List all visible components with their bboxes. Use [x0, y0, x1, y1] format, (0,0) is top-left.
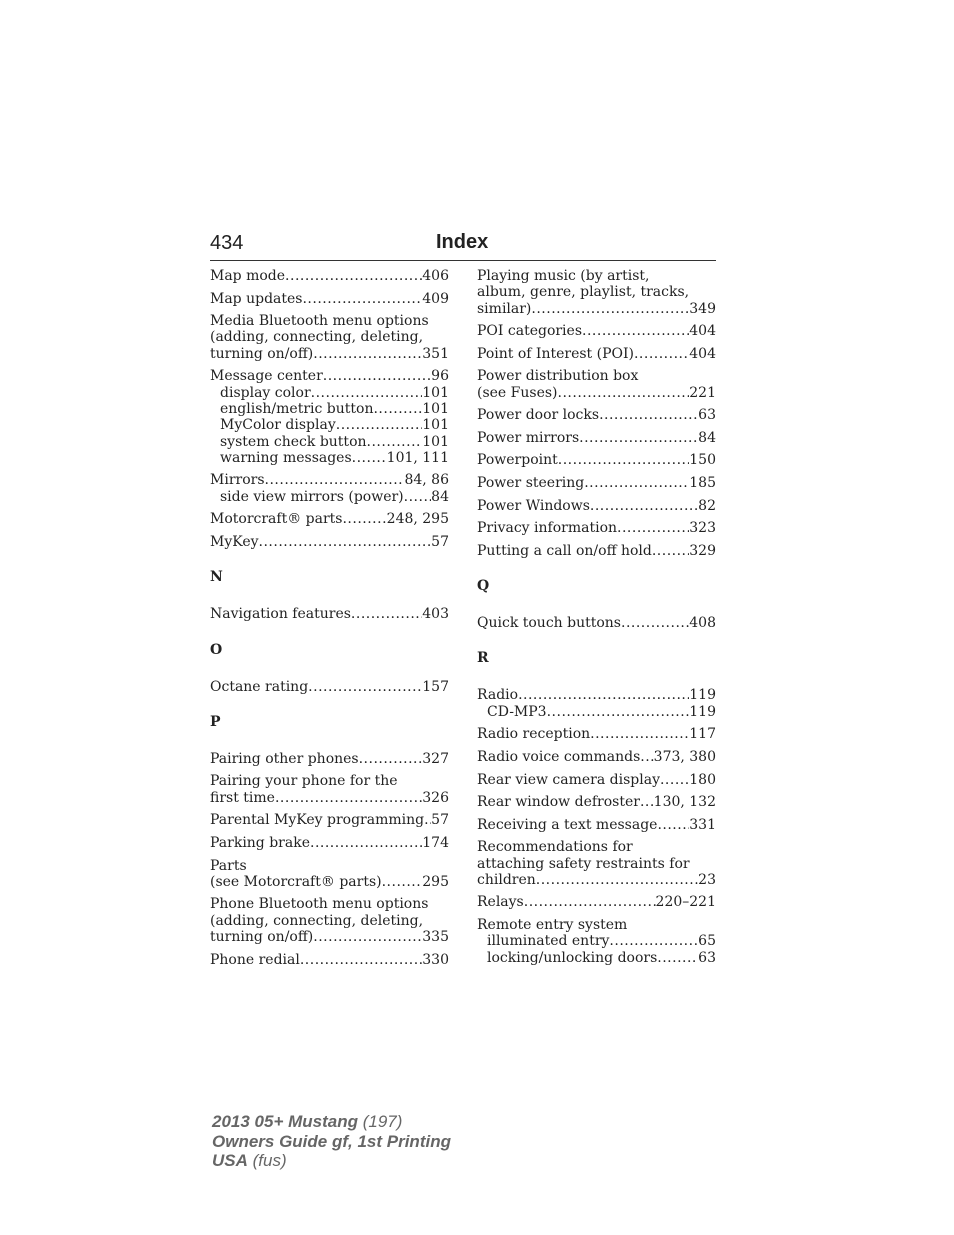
index-entry: [210, 773, 449, 806]
entry-text: Power Windows: [477, 497, 590, 514]
page-reference: 101: [422, 384, 449, 401]
page-reference: 326: [422, 789, 449, 806]
footer: [212, 1112, 451, 1171]
dot-leader: [599, 407, 698, 423]
index-entry: [477, 794, 716, 810]
entry-text: Message center: [210, 368, 323, 385]
index-entry: [477, 498, 716, 514]
index-entry: [210, 368, 449, 466]
entry-text: (adding, connecting, deleting,: [210, 329, 424, 346]
page-reference: 220–221: [655, 894, 716, 911]
index-entry-line: [210, 268, 449, 284]
index-subentry-line: [210, 450, 449, 466]
section-letter: P: [210, 713, 221, 730]
index-entry: [210, 606, 449, 622]
entry-text: system check button: [220, 433, 367, 450]
index-entry: [477, 749, 716, 765]
entry-text: Power door locks: [477, 407, 600, 424]
index-entry-line: [210, 812, 449, 828]
index-entry: [210, 858, 449, 891]
index-entry: [477, 839, 716, 888]
dot-leader: [351, 606, 422, 622]
entry-text: Point of Interest (POI): [477, 345, 634, 362]
page-number: 434: [210, 232, 244, 254]
index-entry: [210, 751, 449, 767]
dot-leader: [590, 726, 689, 742]
index-subentry-line: [477, 933, 716, 949]
entry-text: Quick touch buttons: [477, 615, 621, 632]
dot-leader: [657, 950, 698, 966]
page-reference: 23: [698, 871, 716, 888]
index-entry-line: [477, 749, 716, 765]
page-reference: 221: [689, 384, 716, 401]
entry-text: Power mirrors: [477, 429, 580, 446]
dot-leader: [579, 430, 698, 446]
entry-text: Phone Bluetooth menu options: [210, 896, 429, 913]
page-reference: 101: [422, 417, 449, 434]
section-letter: O: [210, 641, 223, 658]
index-entry-line: [210, 679, 449, 695]
index-entry-line: [210, 751, 449, 767]
entry-text: illuminated entry: [487, 933, 610, 950]
dot-leader: [609, 933, 698, 949]
index-entry-line: [477, 323, 716, 339]
entry-text: Privacy information: [477, 520, 618, 537]
index-entry-line: [210, 511, 449, 527]
index-entry: [477, 687, 716, 720]
dot-leader: [660, 772, 689, 788]
entry-text: children: [477, 871, 536, 888]
entry-text: Pairing other phones: [210, 750, 359, 767]
section-letter: R: [477, 650, 489, 667]
index-entry-line: [477, 520, 716, 536]
page-reference: 101: [422, 433, 449, 450]
index-entry-line: [477, 894, 716, 910]
index-entry-line: [477, 772, 716, 788]
page-reference: 130, 132: [653, 794, 716, 811]
dot-leader: [336, 417, 423, 433]
dot-leader: [582, 323, 689, 339]
index-entry-line: [477, 430, 716, 446]
page-reference: 157: [422, 678, 449, 695]
entry-text: Putting a call on/off hold: [477, 542, 652, 559]
entry-text: (see Motorcraft® parts): [210, 873, 382, 890]
footer-line-3: USA (fus): [212, 1151, 287, 1170]
entry-text: Rear window defroster: [477, 794, 640, 811]
index-entry-line: [477, 475, 716, 491]
index-entry-line: [477, 687, 716, 703]
page-reference: 57: [431, 533, 449, 550]
index-entry-line: [210, 913, 449, 929]
page-reference: 349: [689, 300, 716, 317]
page-reference: 331: [689, 816, 716, 833]
index-entry: [477, 430, 716, 446]
index-entry: [477, 543, 716, 559]
page-reference: 84: [698, 429, 716, 446]
index-entry: [477, 475, 716, 491]
index-entry-line: [477, 917, 716, 933]
index-entry: [477, 346, 716, 362]
entry-text: Media Bluetooth menu options: [210, 313, 429, 330]
entry-text: Mirrors: [210, 472, 265, 489]
dot-leader: [313, 346, 422, 362]
entry-text: Pairing your phone for the: [210, 773, 398, 790]
index-entry: [210, 313, 449, 362]
index-entry: [477, 615, 716, 631]
dot-leader: [536, 872, 698, 888]
entry-text: side view mirrors (power): [220, 488, 404, 505]
index-entry: [210, 896, 449, 945]
index-subentry-line: [210, 434, 449, 450]
dot-leader: [275, 790, 422, 806]
page-reference: 404: [689, 345, 716, 362]
index-entry-line: [210, 773, 449, 789]
index-entry-line: [477, 726, 716, 742]
dot-leader: [547, 704, 690, 720]
entry-text: POI categories: [477, 323, 583, 340]
page-reference: 409: [422, 290, 449, 307]
entry-text: Power distribution box: [477, 368, 639, 385]
page-reference: 295: [422, 873, 449, 890]
page-reference: 327: [422, 750, 449, 767]
entry-text: CD-MP3: [487, 703, 547, 720]
index-entry-line: [477, 452, 716, 468]
dot-leader: [404, 489, 432, 505]
footer-line-2: Owners Guide gf, 1st Printing: [212, 1131, 451, 1151]
index-entry-line: [477, 385, 716, 401]
page-reference: 335: [422, 928, 449, 945]
dot-leader: [652, 543, 689, 559]
index-entry: [477, 268, 716, 317]
page-reference: 329: [689, 542, 716, 559]
page-reference: 96: [431, 368, 449, 385]
dot-leader: [621, 615, 689, 631]
index-entry-line: [477, 615, 716, 631]
entry-text: Recommendations for: [477, 839, 633, 856]
entry-text: Parking brake: [210, 834, 310, 851]
dot-leader: [524, 894, 656, 910]
index-entry: [477, 323, 716, 339]
entry-text: display color: [220, 384, 311, 401]
entry-text: Relays: [477, 894, 524, 911]
entry-text: MyColor display: [220, 417, 336, 434]
index-entry: [210, 812, 449, 828]
section-letter: N: [210, 569, 223, 586]
entry-text: Radio reception: [477, 726, 591, 743]
index-entry-line: [477, 301, 716, 317]
dot-leader: [308, 679, 422, 695]
index-entry: [477, 520, 716, 536]
entry-text: Radio voice commands: [477, 748, 641, 765]
page-reference: 185: [689, 475, 716, 492]
index-column-left: [210, 268, 449, 974]
entry-text: Remote entry system: [477, 917, 628, 934]
page-reference: 403: [422, 606, 449, 623]
index-entry-line: [210, 835, 449, 851]
page-title: Index: [436, 231, 489, 253]
dot-leader: [531, 301, 689, 317]
page-reference: 117: [689, 726, 716, 743]
dot-leader: [634, 346, 689, 362]
entry-text: turning on/off): [210, 345, 314, 362]
page-reference: 408: [689, 615, 716, 632]
dot-leader: [558, 385, 690, 401]
index-entry: [210, 472, 449, 505]
index-subentry-line: [477, 704, 716, 720]
index-entry: [210, 291, 449, 307]
index-entry-line: [210, 313, 449, 329]
dot-leader: [584, 475, 689, 491]
entry-text: Rear view camera display: [477, 771, 660, 788]
page-reference: 101, 111: [386, 449, 449, 466]
dot-leader: [313, 929, 422, 945]
dot-leader: [518, 687, 689, 703]
index-entry: [477, 726, 716, 742]
index-entry-line: [210, 606, 449, 622]
index-entry: [477, 368, 716, 401]
index-entry-line: [477, 346, 716, 362]
dot-leader: [359, 751, 423, 767]
page-reference: 119: [689, 687, 716, 704]
entry-text: locking/unlocking doors: [487, 949, 658, 966]
index-entry: [210, 679, 449, 695]
index-entry: [477, 407, 716, 423]
index-entry-line: [210, 368, 449, 384]
entry-text: Octane rating: [210, 678, 309, 695]
entry-text: Parental MyKey programming: [210, 812, 425, 829]
entry-text: english/metric button: [220, 400, 374, 417]
entry-text: Powerpoint: [477, 452, 558, 469]
page-reference: 248, 295: [386, 511, 449, 528]
page-reference: 150: [689, 452, 716, 469]
entry-text: Parts: [210, 857, 247, 874]
index-subentry-line: [210, 489, 449, 505]
index-entry-line: [477, 368, 716, 384]
index-entry-line: [477, 284, 716, 300]
page-reference: 404: [689, 323, 716, 340]
index-entry-line: [210, 896, 449, 912]
entry-text: turning on/off): [210, 928, 314, 945]
dot-leader: [424, 812, 431, 828]
page-header: [210, 230, 716, 261]
entry-text: first time: [210, 789, 275, 806]
dot-leader: [311, 385, 423, 401]
index-entry: [477, 452, 716, 468]
page-reference: 65: [698, 933, 716, 950]
dot-leader: [367, 434, 423, 450]
index-entry-line: [477, 817, 716, 833]
dot-leader: [259, 534, 432, 550]
dot-leader: [558, 452, 690, 468]
dot-leader: [640, 749, 653, 765]
page-reference: 180: [689, 771, 716, 788]
page-reference: 63: [698, 949, 716, 966]
index-entry-line: [477, 407, 716, 423]
dot-leader: [617, 520, 689, 536]
index-entry: [477, 772, 716, 788]
entry-text: Radio: [477, 687, 519, 704]
dot-leader: [310, 835, 422, 851]
dot-leader: [265, 472, 405, 488]
index-entry: [477, 817, 716, 833]
dot-leader: [342, 511, 386, 527]
dot-leader: [382, 874, 423, 890]
entry-text: Navigation features: [210, 606, 351, 623]
index-entry-line: [210, 346, 449, 362]
index-entry-line: [210, 472, 449, 488]
page-reference: 323: [689, 520, 716, 537]
index-entry-line: [477, 839, 716, 855]
index-entry-line: [477, 794, 716, 810]
index-subentry-line: [210, 385, 449, 401]
index-entry: [477, 894, 716, 910]
entry-text: Receiving a text message: [477, 816, 658, 833]
page-reference: 373, 380: [653, 748, 716, 765]
index-entry-line: [210, 790, 449, 806]
index-entry-line: [477, 856, 716, 872]
dot-leader: [323, 368, 431, 384]
entry-text: Playing music (by artist,: [477, 268, 650, 284]
dot-leader: [352, 450, 387, 466]
index-entry: [210, 511, 449, 527]
page-reference: 406: [422, 268, 449, 284]
page-reference: 84, 86: [404, 472, 449, 489]
dot-leader: [657, 817, 689, 833]
page-reference: 57: [431, 812, 449, 829]
entry-text: similar): [477, 300, 532, 317]
dot-leader: [302, 291, 422, 307]
page-reference: 82: [698, 497, 716, 514]
page-reference: 63: [698, 407, 716, 424]
index-entry-line: [210, 858, 449, 874]
index-entry-line: [210, 874, 449, 890]
dot-leader: [300, 952, 422, 968]
index-entry-line: [477, 543, 716, 559]
footer-line-1: 2013 05+ Mustang (197): [212, 1112, 403, 1131]
index-entry-line: [477, 498, 716, 514]
page-reference: 101: [422, 400, 449, 417]
dot-leader: [285, 268, 422, 284]
index-entry: [210, 835, 449, 851]
entry-text: (see Fuses): [477, 384, 558, 401]
entry-text: album, genre, playlist, tracks,: [477, 284, 690, 301]
entry-text: (adding, connecting, deleting,: [210, 912, 424, 929]
dot-leader: [373, 401, 422, 417]
index-entry-line: [210, 929, 449, 945]
entry-text: Map updates: [210, 290, 303, 307]
index-entry: [210, 952, 449, 968]
index-entry: [210, 268, 449, 284]
entry-text: Phone redial: [210, 951, 300, 968]
index-subentry-line: [210, 417, 449, 433]
index-entry-line: [477, 268, 716, 284]
index-column-right: [477, 268, 716, 972]
index-entry: [210, 534, 449, 550]
entry-text: warning messages: [220, 449, 352, 466]
index-entry-line: [210, 534, 449, 550]
index-entry-line: [477, 872, 716, 888]
page-reference: 330: [422, 951, 449, 968]
index-subentry-line: [210, 401, 449, 417]
entry-text: Motorcraft® parts: [210, 511, 343, 528]
index-entry-line: [210, 329, 449, 345]
page-reference: 174: [422, 834, 449, 851]
entry-text: Map mode: [210, 268, 286, 284]
page-reference: 119: [689, 703, 716, 720]
entry-text: Power steering: [477, 475, 585, 492]
dot-leader: [590, 498, 698, 514]
index-entry-line: [210, 952, 449, 968]
entry-text: attaching safety restraints for: [477, 855, 690, 872]
index-entry-line: [210, 291, 449, 307]
page-reference: 84: [431, 488, 449, 505]
entry-text: MyKey: [210, 533, 259, 550]
dot-leader: [640, 794, 654, 810]
index-entry: [477, 917, 716, 966]
section-letter: Q: [477, 578, 490, 595]
index-subentry-line: [477, 950, 716, 966]
page-reference: 351: [422, 345, 449, 362]
